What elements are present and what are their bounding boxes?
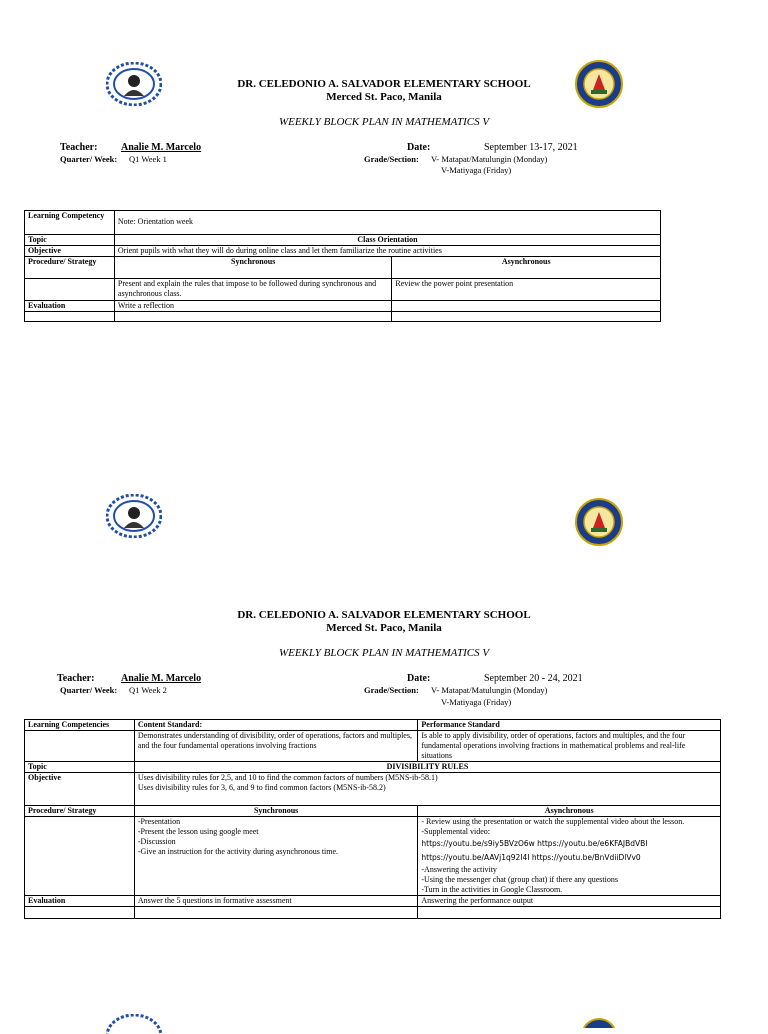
division-seal-icon <box>581 1018 617 1028</box>
plan-title: WEEKLY BLOCK PLAN IN MATHEMATICS V <box>278 116 490 128</box>
video-links-1[interactable]: https://youtu.be/s9iy5BVzO6w https://youtu.be/e6KFAJBdVBI <box>421 839 648 848</box>
grade-label: Grade/Section: <box>364 685 419 695</box>
school-address: Merced St. Paco, Manila <box>326 91 442 103</box>
list-item: -Give an instruction for the activity during asynchronous time. <box>137 847 339 856</box>
weekly-plan-table-1 <box>24 210 661 322</box>
grade-label: Grade/Section: <box>364 154 419 164</box>
school-seal-icon <box>106 494 162 538</box>
objective-values <box>134 773 720 806</box>
asynchronous-value: Review the power point presentation <box>392 279 661 301</box>
learning-competencies-label: Learning Competencies <box>25 720 135 731</box>
asynchronous-header: Asynchronous <box>392 257 661 279</box>
grade-value-1: V- Matapat/Matulungin (Monday) <box>431 685 548 695</box>
quarter-label: Quarter/ Week: <box>60 685 118 695</box>
asynchronous-header: Asynchronous <box>418 806 721 817</box>
plan-title: WEEKLY BLOCK PLAN IN MATHEMATICS V <box>278 647 490 659</box>
evaluation-synchronous: Answer the 5 questions in formative assessment <box>134 896 418 907</box>
school-address: Merced St. Paco, Manila <box>326 622 442 634</box>
date-label: Date: <box>407 673 431 684</box>
topic-label: Topic <box>25 235 115 246</box>
topic-label: Topic <box>25 762 135 773</box>
teacher-label: Teacher: <box>60 142 98 153</box>
list-item: -Supplemental video: <box>421 827 491 836</box>
quarter-value: Q1 Week 1 <box>129 154 167 164</box>
date-value: September 13-17, 2021 <box>484 142 578 153</box>
video-links-2[interactable]: https://youtu.be/AAVj1q92I4I https://youtu.be/BnVdiiDlVv0 <box>421 853 641 862</box>
date-value: September 20 - 24, 2021 <box>484 673 583 684</box>
topic-value: DIVISIBILITY RULES <box>134 762 720 773</box>
objective-label: Objective <box>25 246 115 257</box>
list-item: -Answering the activity <box>421 865 497 874</box>
synchronous-activities <box>134 817 418 896</box>
evaluation-label: Evaluation <box>25 301 115 312</box>
list-item: - Review using the presentation or watch the supplemental video about the lesson. <box>421 817 685 826</box>
objective-2: Uses divisibility rules for 3, 6, and 9 to find common factors (M5NS-ib-58.2) <box>137 783 386 792</box>
list-item: -Using the messenger chat (group chat) if there any questions <box>421 875 618 884</box>
content-standard-label: Content Standard: <box>134 720 418 731</box>
evaluation-label: Evaluation <box>25 896 135 907</box>
performance-standard-label: Performance Standard <box>418 720 721 731</box>
list-item: -Presentation <box>137 817 181 826</box>
objective-label: Objective <box>25 773 135 806</box>
synchronous-header: Synchronous <box>134 806 418 817</box>
list-item: -Present the lesson using google meet <box>137 827 259 836</box>
grade-value-2: V-Matiyaga (Friday) <box>441 697 512 707</box>
learning-competency-label: Learning Competency <box>25 211 115 235</box>
objective-1: Uses divisibility rules for 2,5, and 10 to find the common factors of numbers (M5NS-ib-58.1) <box>137 773 438 782</box>
evaluation-asynchronous: Answering the performance output <box>418 896 721 907</box>
asynchronous-activities <box>418 817 721 896</box>
teacher-name: Analie M. Marcelo <box>121 673 202 684</box>
synchronous-value: Present and explain the rules that impose to be followed during synchronous and asynchronous class. <box>114 279 392 301</box>
performance-standard-value: Is able to apply divisibility, order of operations, factors and multiples, and the four fundamental operations involving fractions in mathematical problems and real-life situations <box>418 731 721 762</box>
topic-value: Class Orientation <box>114 235 660 246</box>
list-item: -Discussion <box>137 837 176 846</box>
quarter-label: Quarter/ Week: <box>60 154 118 164</box>
procedure-label: Procedure/ Strategy <box>25 257 115 279</box>
procedure-label: Procedure/ Strategy <box>25 806 135 817</box>
grade-value-1: V- Matapat/Matulungin (Monday) <box>431 154 548 164</box>
division-seal-icon <box>571 498 627 546</box>
learning-competency-value: Note: Orientation week <box>114 211 660 235</box>
evaluation-value: Write a reflection <box>114 301 392 312</box>
teacher-name: Analie M. Marcelo <box>121 142 202 153</box>
teacher-label: Teacher: <box>57 673 95 684</box>
grade-value-2: V-Matiyaga (Friday) <box>441 165 512 175</box>
synchronous-header: Synchronous <box>114 257 392 279</box>
quarter-value: Q1 Week 2 <box>129 685 167 695</box>
school-seal-icon <box>106 1014 162 1034</box>
weekly-plan-table-2 <box>24 719 721 919</box>
school-name: DR. CELEDONIO A. SALVADOR ELEMENTARY SCHOOL <box>237 609 531 621</box>
list-item: -Turn in the activities in Google Classroom. <box>421 885 563 894</box>
school-name: DR. CELEDONIO A. SALVADOR ELEMENTARY SCHOOL <box>237 78 531 90</box>
content-standard-value: Demonstrates understanding of divisibility, order of operations, factors and multiples, and the four fundamental operations involving fractions <box>134 731 418 762</box>
objective-value: Orient pupils with what they will do during online class and let them familiarize the routine activities <box>114 246 660 257</box>
date-label: Date: <box>407 142 431 153</box>
